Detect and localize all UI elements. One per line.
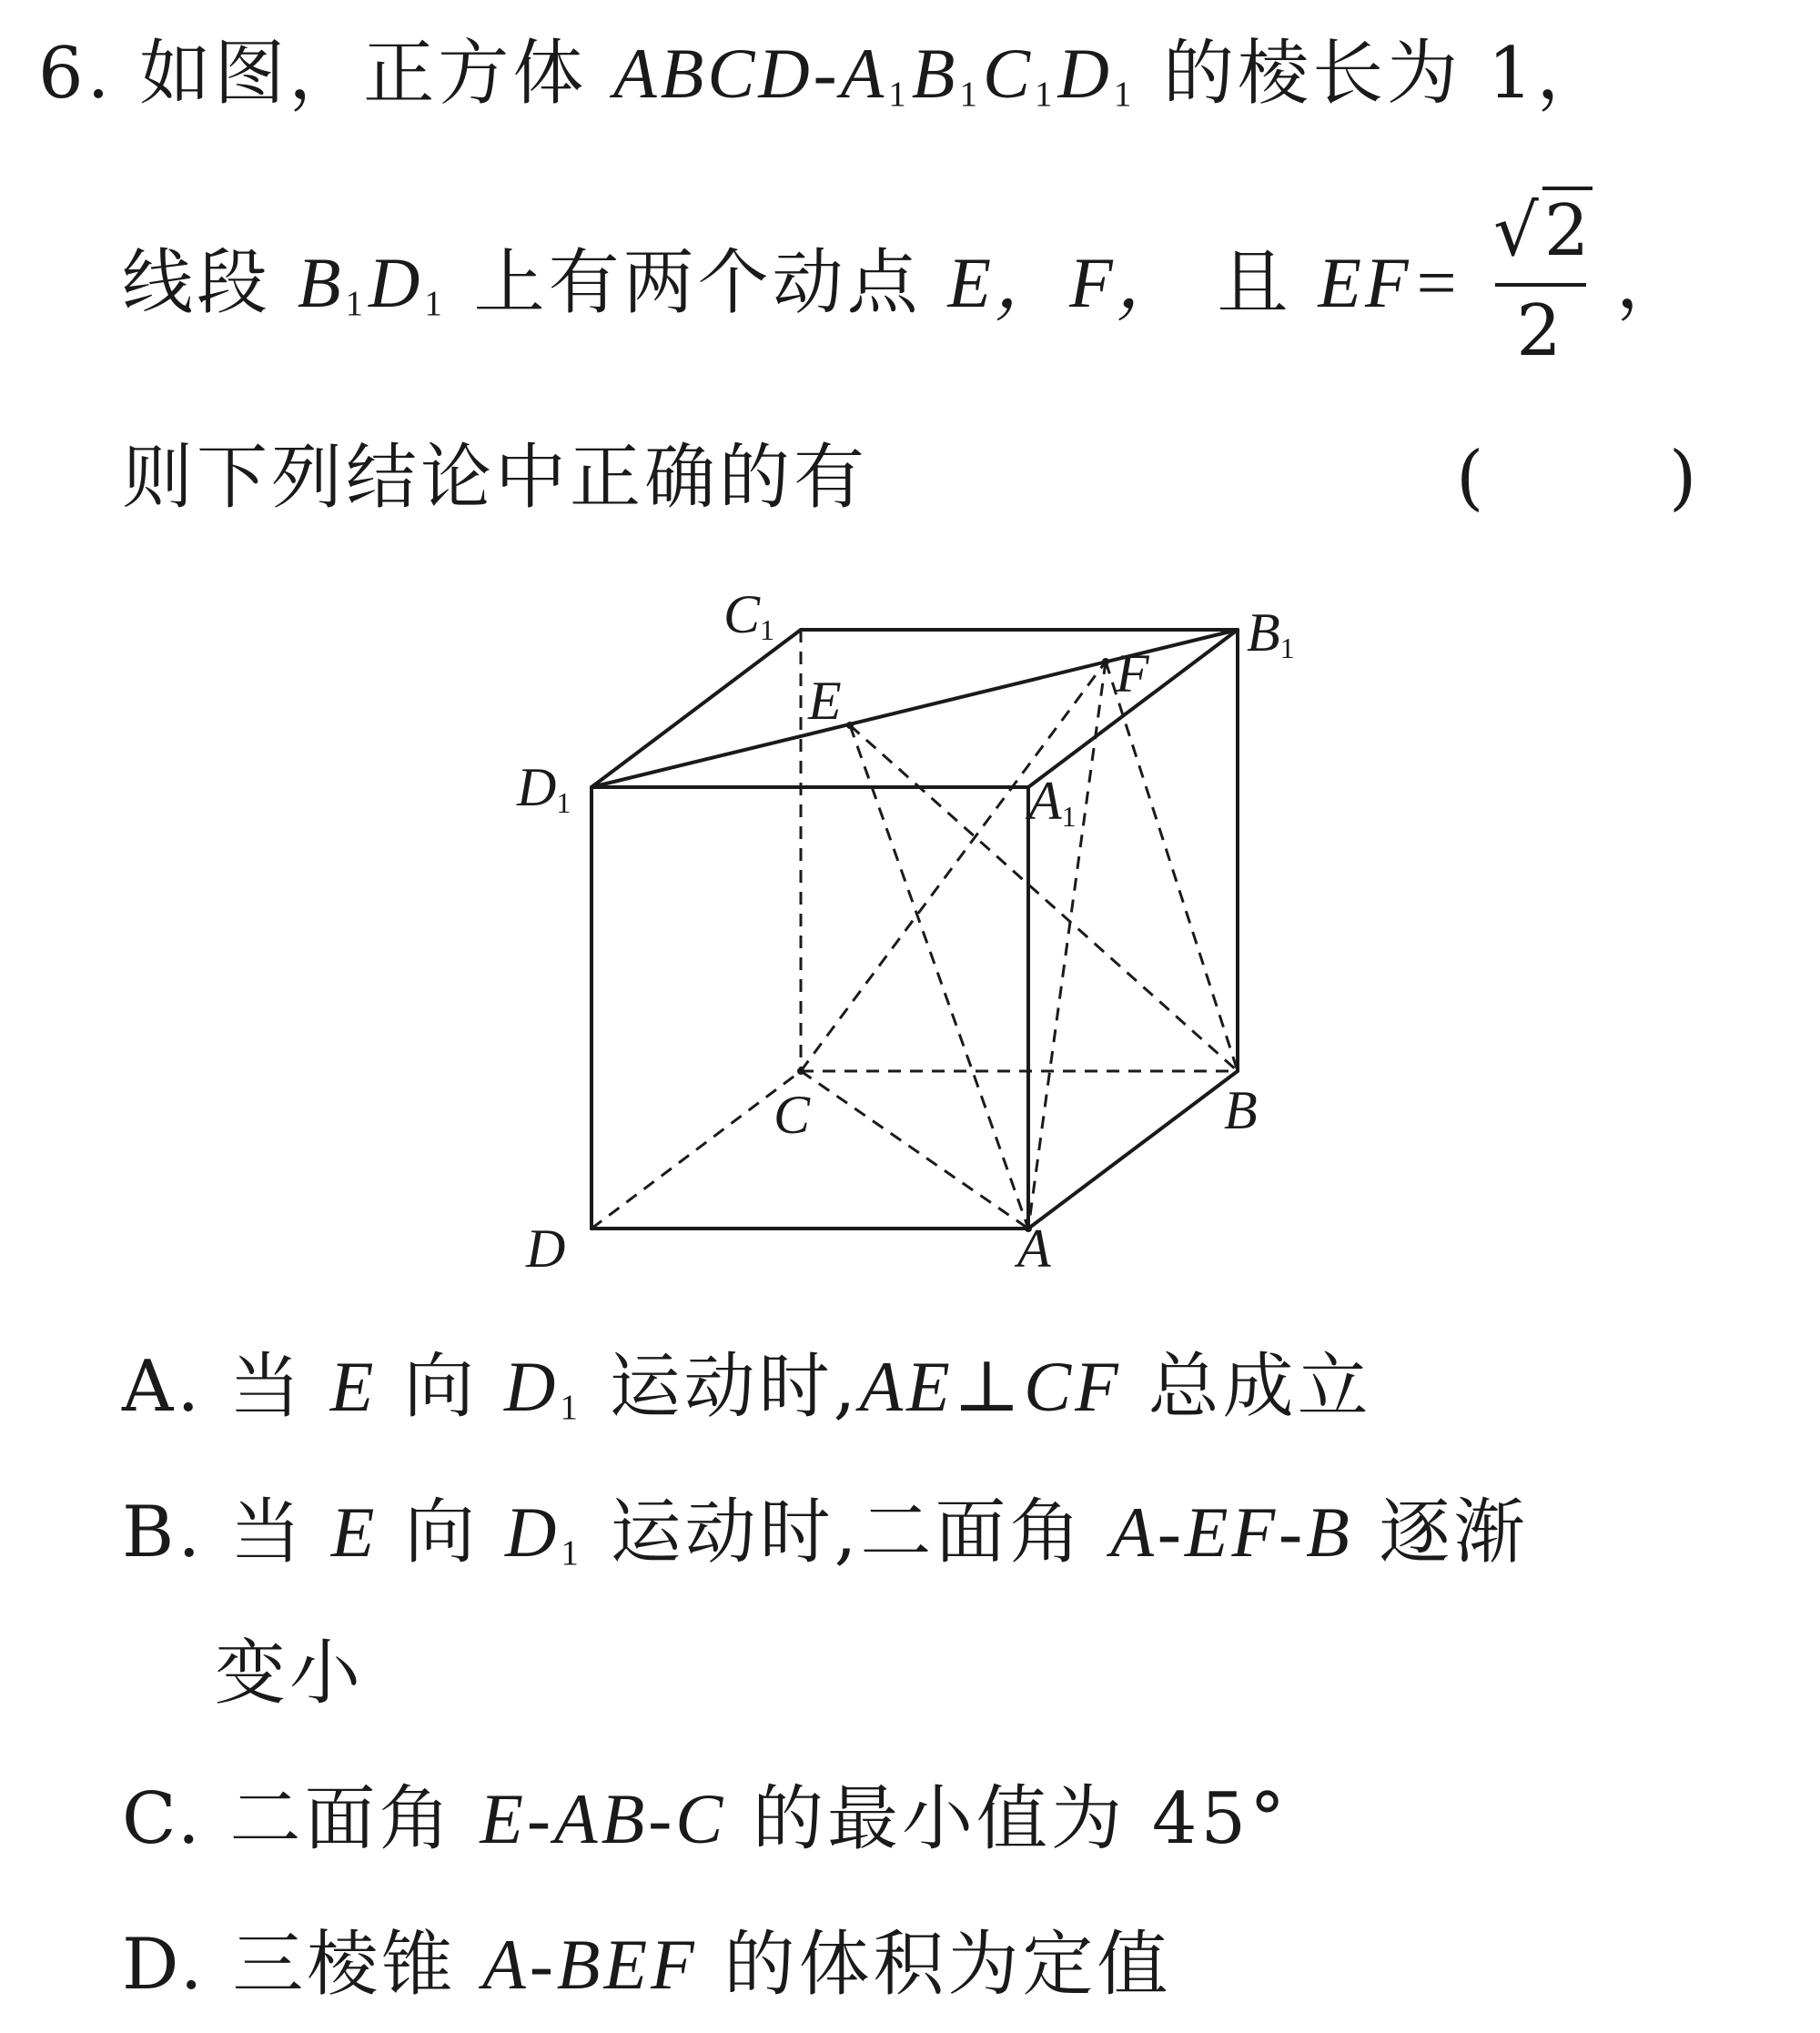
option-a-letter: A. [122,1346,204,1428]
label-b1: B1 [1247,602,1295,664]
label-e: E [808,671,842,731]
answer-bracket-open: ( [1456,437,1484,519]
label-c1: C1 [723,584,775,646]
question-text-qie: 且 [1217,242,1292,324]
question-text-1: 如图，正方体 [139,33,588,115]
line-f-a [1028,662,1106,1229]
cube-name: ABCD-$A_1B_1C_1D_1$ [613,34,1136,114]
line-c-a [801,1071,1028,1229]
edge-d-c [592,1071,801,1229]
label-a: A [1017,1219,1051,1279]
label-a1: A1 [1028,771,1077,833]
label-c: C [774,1085,811,1145]
segment-b1d1: $B_1D_1$ [297,243,446,323]
option-d-letter: D. [122,1924,207,2006]
fraction-sqrt2-over-2: $\frac{√2}{2}$ [1490,252,1590,325]
edge-d1-c1 [592,630,801,787]
question-text-1-tail: 的棱长为 1， [1163,33,1612,115]
option-d: D. 三棱锥 A-BEF 的体积为定值 [122,1924,1172,2006]
label-f: F [1116,643,1149,703]
label-b: B [1224,1080,1258,1140]
label-d1: D1 [517,757,571,819]
question-number: 6. [38,33,114,115]
option-c: C. 二面角 E-AB-C 的最小值为 45° [122,1778,1289,1860]
line-f-b [1106,662,1238,1071]
label-d: D [526,1219,566,1279]
answer-bracket-close: ) [1669,437,1697,519]
option-c-letter: C. [122,1778,204,1860]
edge-a-b [1028,1071,1238,1229]
comma: ， [1615,242,1691,324]
question-text-2-head: 线段 [122,242,272,324]
line-c-f [801,662,1106,1071]
option-a: A. 当 E 向 $D_1$ 运动时,AE⊥CF 总成立 [122,1346,1372,1428]
option-b-letter: B. [122,1492,205,1573]
ef-equals: EF= [1318,243,1464,322]
points-ef: E，F， [947,243,1191,322]
question-text-3: 则下列结论中正确的有 [122,437,869,519]
option-b: B. 当 E 向 $D_1$ 运动时,二面角 A-EF-B 逐渐 [122,1492,1529,1573]
option-b-continued: 变小 [215,1633,365,1714]
question-text-2-mid: 上有两个动点 [473,242,922,324]
